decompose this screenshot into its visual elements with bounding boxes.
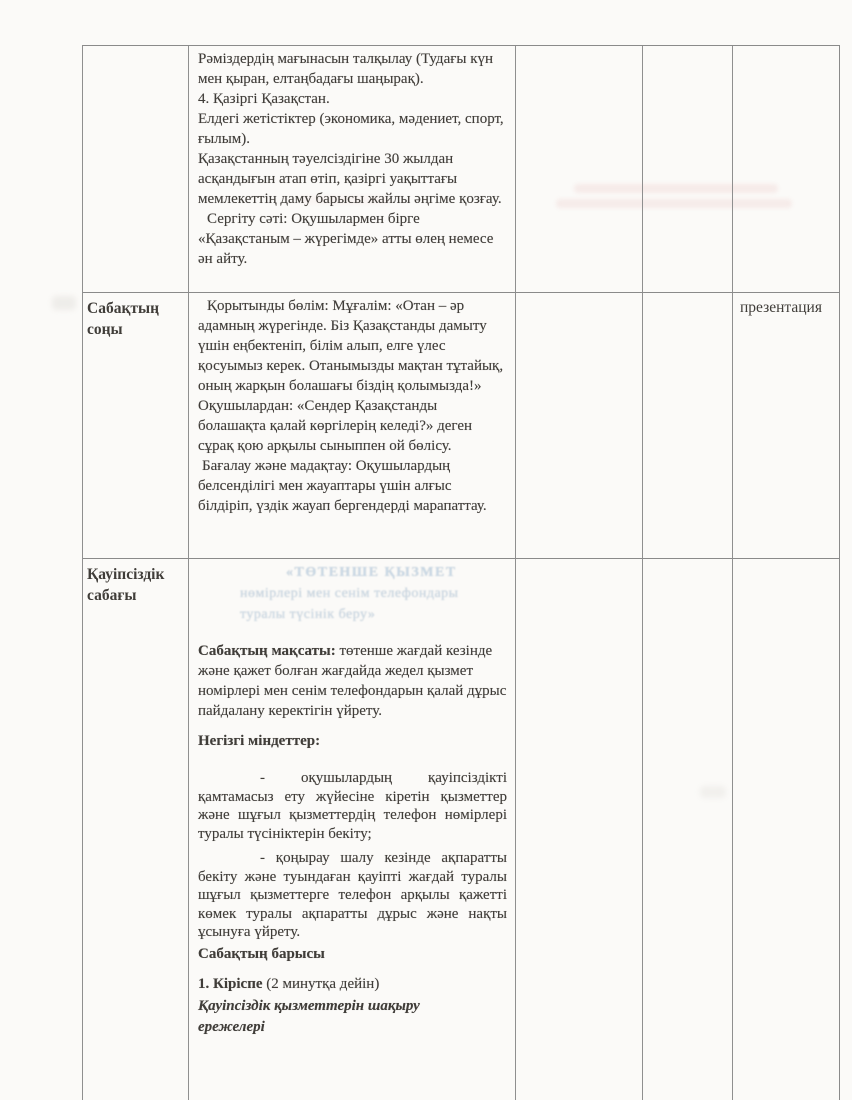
row1-empty-cell <box>643 46 733 293</box>
row2-resources-cell: презентация <box>733 293 839 559</box>
faint-title-line: туралы түсінік беру» <box>240 607 376 622</box>
row3-activity-cell <box>189 559 516 1100</box>
tasks-label: Негізгі міндеттер: <box>198 733 321 749</box>
paragraph: Қорытынды бөлім: Мұғалім: «Отан – әр адамның жүрегінде. Біз Қазақстанды дамыту үшін еңбектеніп, білім алып, елге үлес қосуымыз керек. Отанымызды мақтан тұтайық, оның жарқын болашағы біздің қолымызда!» <box>198 298 504 394</box>
scan-smudge <box>52 296 76 310</box>
subtopic-title: Қауіпсіздік қызметтерін шақыру ережелері <box>198 997 420 1035</box>
row3-stage-header-cell: Қауіпсіздік сабағы <box>83 559 189 1100</box>
faint-lesson-title <box>198 562 507 625</box>
task-bullet: - оқушылардың қауіпсіздікті қамтамасыз ету жүйесіне кіретін қызметтер және шұғыл қызметтердің телефон нөмірлері туралы түсініктерін бекіту; <box>198 770 507 842</box>
row1-resources-cell <box>733 46 839 293</box>
paragraph: Рәміздердің мағынасын талқылау (Тудағы күн мен қыран, елтаңбадағы шаңырақ). <box>198 51 494 87</box>
faint-title-line: «ТӨТЕНШЕ ҚЫЗМЕТ <box>286 565 457 580</box>
paragraph: 4. Қазіргі Қазақстан. <box>198 91 330 107</box>
paragraph: Оқушылардан: «Сендер Қазақстанды болашақта қалай көргілерің келеді?» деген сұрақ қою арқылы сыныппен ой бөлісу. <box>198 398 473 454</box>
row1-activity-cell <box>189 46 516 293</box>
step-1-duration: (2 минутқа дейін) <box>262 975 380 992</box>
row3-empty-cell <box>643 559 733 1100</box>
paragraph: Қазақстанның тәуелсіздігіне 30 жылдан асқандығын атап өтіп, қазіргі уақыттағы мемлекеттің даму барысы жайлы әңгіме қозғау. <box>198 151 502 207</box>
row2-stage-header-cell: Сабақтың соңы <box>83 293 189 559</box>
row3-empty-cell <box>516 559 643 1100</box>
task-bullet: - қоңырау шалу кезінде ақпаратты бекіту және туындаған қауіпті жағдай туралы шұғыл қызметтерге телефон арқылы қажетті көмек туралы ақпаратты дұрыс және нақты ұсынуға үйрету. <box>198 850 507 940</box>
goal-label: Сабақтың мақсаты: <box>198 643 336 659</box>
faint-title-line: нөмірлері мен сенім телефондары <box>240 586 459 601</box>
row1-empty-cell <box>516 46 643 293</box>
lesson-goal <box>198 641 507 721</box>
row2-empty-cell <box>643 293 733 559</box>
course-label: Сабақтың барысы <box>198 945 325 962</box>
step-1-line <box>198 974 507 994</box>
row1-stage-header-cell <box>83 46 189 293</box>
paragraph: Сергіту сәті: Оқушылармен бірге «Қазақстаным – жүрегімде» атты өлең немесе ән айту. <box>198 211 494 267</box>
row2-empty-cell <box>516 293 643 559</box>
step-1-label: 1. Кіріспе <box>198 975 263 992</box>
paragraph: Бағалау және мадақтау: Оқушылардың белсенділігі мен жауаптары үшін алғыс білдіріп, үздік жауап бергендерді марапаттау. <box>198 458 487 514</box>
row2-activity-cell <box>189 293 516 559</box>
lesson-plan-table <box>82 45 840 1100</box>
paragraph: Елдегі жетістіктер (экономика, мәдениет, спорт, ғылым). <box>198 111 504 147</box>
goal-text: төтенше жағдай кезінде және қажет болған жағдайда жедел қызмет номірлері мен сенім телефондарын қалай дұрыс пайдалану керектігін үйрету. <box>198 643 507 719</box>
row3-resources-cell <box>733 559 839 1100</box>
